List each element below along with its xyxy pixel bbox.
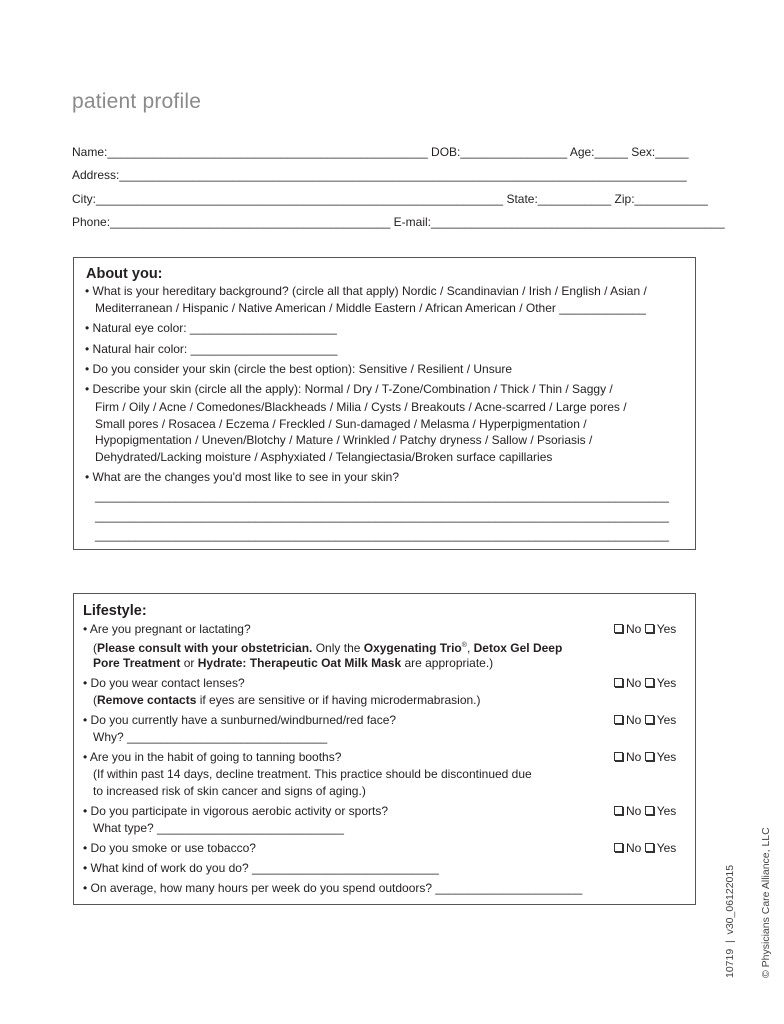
phone-email-field[interactable]: Phone:__________________________________________ E-mail:____________________________________________ [72,215,725,229]
lifestyle-heading: Lifestyle: [83,603,147,619]
name-dob-age-sex-field[interactable]: Name:________________________________________________ DOB:________________ Age:_____ Sex:_____ [72,145,689,159]
form-version: 10719 | v30_06122015 [724,864,736,978]
pregnant-question: • Are you pregnant or lactating? [83,622,251,636]
sunburn-question: • Do you currently have a sunburned/windburned/red face? [83,713,397,727]
no-checkbox[interactable] [614,806,623,815]
hair-color-field[interactable]: • Natural hair color: ______________________ [85,342,338,356]
skin-changes-line[interactable]: ______________________________________________________________________________________ [85,489,669,503]
sunburn-yes-no[interactable]: No Yes [614,713,676,727]
tanning-yes-no[interactable]: No Yes [614,750,676,764]
footer-version-copyright [700,698,784,978]
skin-describe-question: • Describe your skin (circle all the apply): Normal / Dry / T-Zone/Combination / Thick / Thin / Saggy / [85,382,613,396]
yes-checkbox[interactable] [645,678,654,687]
tanning-note: (If within past 14 days, decline treatment. This practice should be discontinued due [83,767,532,781]
no-checkbox[interactable] [614,678,623,687]
hereditary-options: Mediterranean / Hispanic / Native American / Middle Eastern / African American / Other _____________ [85,301,646,315]
lifestyle-section [73,593,696,905]
page-title: patient profile [72,90,202,113]
no-checkbox[interactable] [614,715,623,724]
yes-checkbox[interactable] [645,715,654,724]
copyright: © Physicians Care Alliance, LLC [760,827,772,978]
sunburn-why-field[interactable]: Why? ______________________________ [83,730,328,744]
eye-color-field[interactable]: • Natural eye color: ______________________ [85,321,337,335]
about-you-section [73,257,696,550]
contact-lenses-note: (Remove contacts if eyes are sensitive or if having microdermabrasion.) [83,693,481,707]
aerobic-yes-no[interactable]: No Yes [614,804,676,818]
hereditary-question: • What is your hereditary background? (circle all that apply) Nordic / Scandinavian / Irish / English / Asian / [85,284,647,298]
pregnant-yes-no[interactable]: No Yes [614,622,676,636]
pregnant-note-cont: Pore Treatment or Hydrate: Therapeutic Oat Milk Mask are appropriate.) [93,656,494,670]
contact-lenses-yes-no[interactable]: No Yes [614,676,676,690]
skin-changes-question: • What are the changes you'd most like to see in your skin? [85,470,399,484]
address-field[interactable]: Address:_____________________________________________________________________________________ [72,168,687,182]
yes-checkbox[interactable] [645,843,654,852]
pregnant-note: (Please consult with your obstetrician. Only the Oxygenating Trio®, Detox Gel Deep [83,641,563,655]
tobacco-yes-no[interactable]: No Yes [614,841,676,855]
skin-sensitivity-question: • Do you consider your skin (circle the best option): Sensitive / Resilient / Unsure [85,362,513,376]
no-checkbox[interactable] [614,752,623,761]
tobacco-question: • Do you smoke or use tobacco? [83,841,256,855]
tanning-question: • Are you in the habit of going to tanning booths? [83,750,342,764]
aerobic-question: • Do you participate in vigorous aerobic activity or sports? [83,804,389,818]
outdoors-hours-field[interactable]: • On average, how many hours per week do you spend outdoors? ______________________ [83,881,583,895]
city-state-zip-field[interactable]: City:_____________________________________________________________ State:___________ Zip:___________ [72,192,708,206]
tanning-note-cont: to increased risk of skin cancer and signs of aging.) [83,784,366,798]
aerobic-type-field[interactable]: What type? ____________________________ [83,821,344,835]
yes-checkbox[interactable] [645,806,654,815]
work-field[interactable]: • What kind of work do you do? ____________________________ [83,861,439,875]
no-checkbox[interactable] [614,843,623,852]
yes-checkbox[interactable] [645,752,654,761]
skin-describe-options: Small pores / Rosacea / Eczema / Freckled / Sun-damaged / Melasma / Hyperpigmentation / [85,417,587,431]
skin-changes-line[interactable]: ______________________________________________________________________________________ [85,509,669,523]
skin-describe-options: Dehydrated/Lacking moisture / Asphyxiated / Telangiectasia/Broken surface capillaries [85,450,553,464]
skin-describe-options: Firm / Oily / Acne / Comedones/Blackheads / Milia / Cysts / Breakouts / Acne-scarred / Large pores / [85,400,627,414]
no-checkbox[interactable] [614,624,623,633]
about-you-heading: About you: [86,266,163,282]
contact-lenses-question: • Do you wear contact lenses? [83,676,245,690]
yes-checkbox[interactable] [645,624,654,633]
skin-changes-line[interactable]: ______________________________________________________________________________________ [85,528,669,542]
skin-describe-options: Hypopigmentation / Uneven/Blotchy / Mature / Wrinkled / Patchy dryness / Sallow / Psoriasis / [85,433,593,447]
